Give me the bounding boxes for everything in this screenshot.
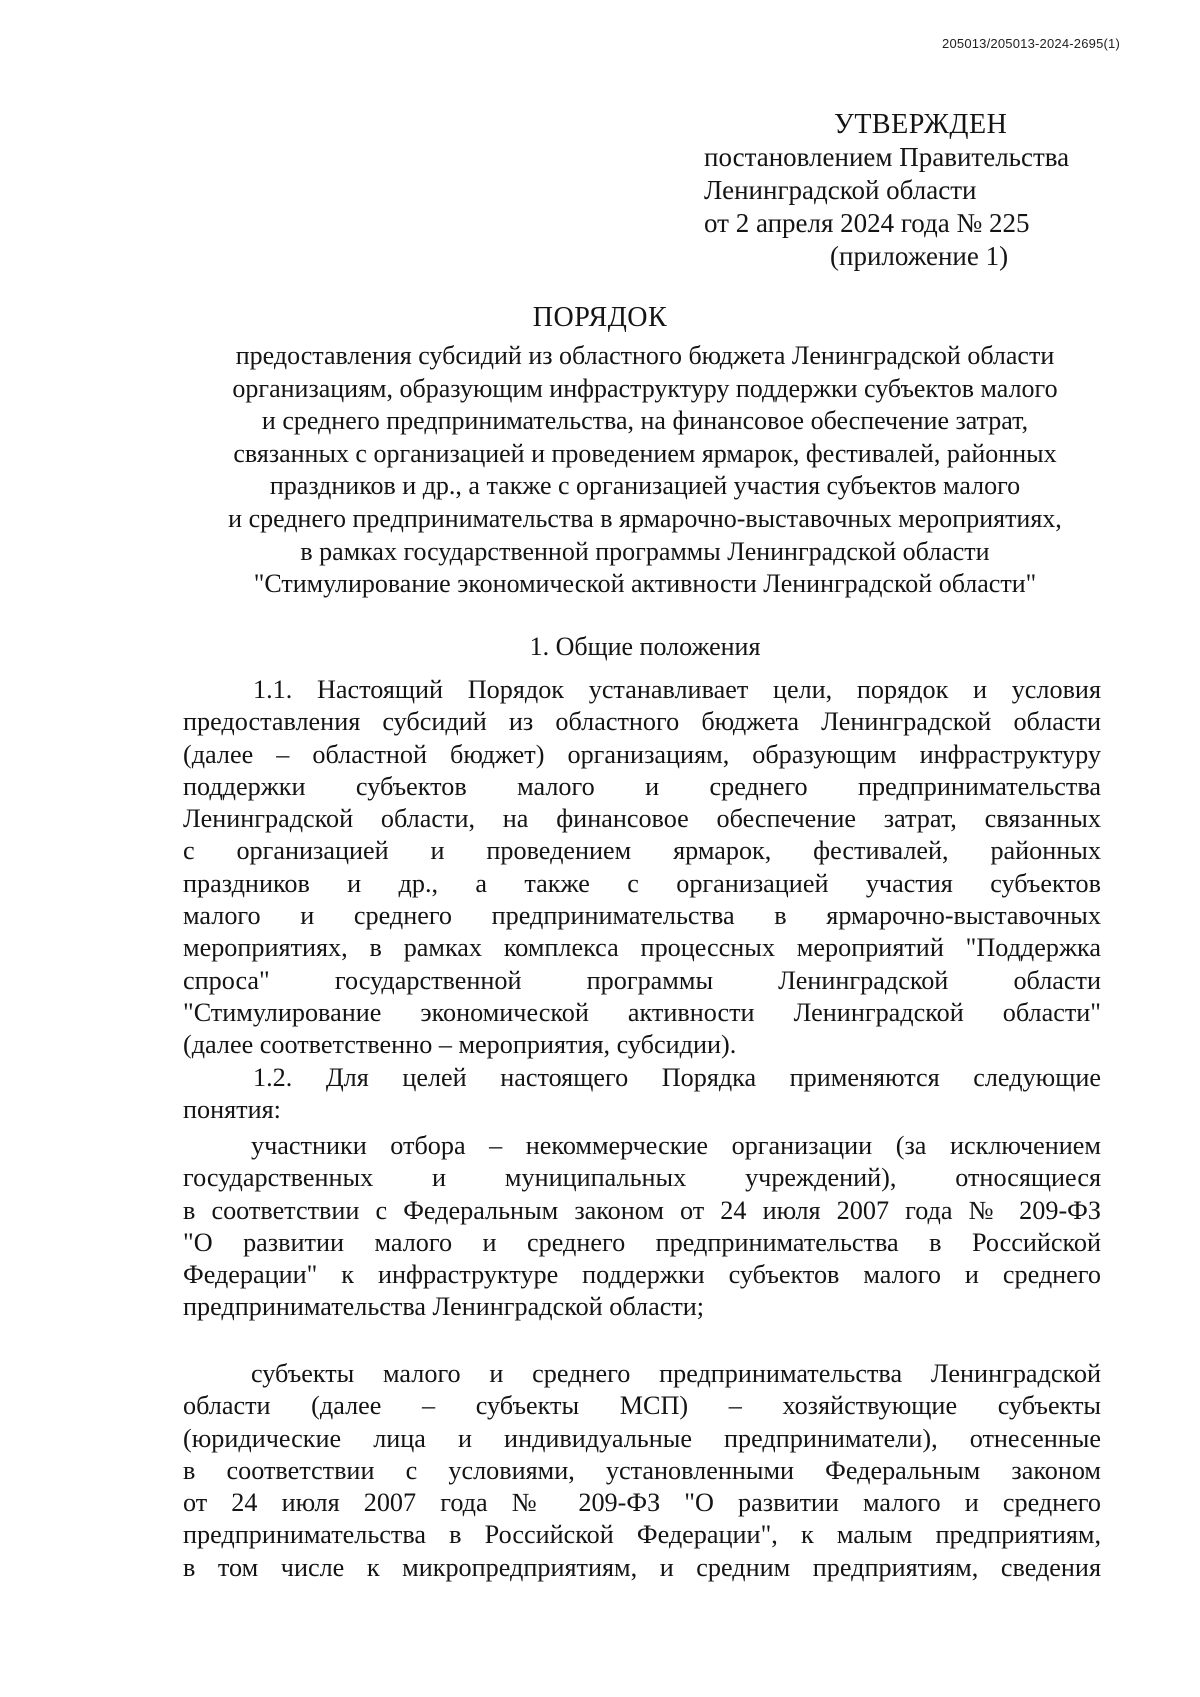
order-subtitle-line: в рамках государственной программы Ленинградской области: [300, 536, 990, 566]
paragraph-line: участники отбора – некоммерческие организации (за исключением: [251, 1131, 1101, 1160]
order-subtitle: [180, 340, 1110, 601]
approval-annex: (приложение 1): [830, 241, 1009, 271]
paragraph-line: мероприятиях, в рамках комплекса процессных мероприятий "Поддержка: [183, 933, 1101, 963]
paragraph-line: понятия:: [183, 1095, 281, 1125]
paragraph-line: (юридические лица и индивидуальные предприниматели), отнесенные: [183, 1423, 1101, 1453]
paragraph-line: Ленинградской области, на финансовое обеспечение затрат, связанных: [183, 804, 1101, 834]
paragraph-line: государственных и муниципальных учреждений), относящиеся: [183, 1163, 1101, 1193]
paragraph-line: предоставления субсидий из областного бюджета Ленинградской области: [183, 707, 1101, 737]
paragraph-line: 1.1. Настоящий Порядок устанавливает цели, порядок и условия: [253, 675, 1101, 704]
paragraph-1-2: [183, 1062, 1101, 1127]
approval-line-2: Ленинградской области: [704, 175, 977, 205]
paragraph-line: "О развитии малого и среднего предпринимательства в Российской: [183, 1227, 1101, 1257]
order-subtitle-line: связанных с организацией и проведением ярмарок, фестивалей, районных: [233, 438, 1057, 468]
paragraph-line: (далее – областной бюджет) организациям, образующим инфраструктуру: [183, 739, 1101, 769]
paragraph-line: Федерации" к инфраструктуре поддержки субъектов малого и среднего: [183, 1260, 1101, 1290]
paragraph-line: поддержки субъектов малого и среднего предпринимательства: [183, 771, 1101, 801]
order-subtitle-line: предоставления субсидий из областного бюджета Ленинградской области: [235, 341, 1055, 370]
approval-title: УТВЕРЖДЕН: [834, 109, 1008, 140]
order-title: ПОРЯДОК: [532, 302, 668, 333]
order-subtitle-line: и среднего предпринимательства, на финансовое обеспечение затрат,: [261, 406, 1029, 436]
paragraph-line: от 24 июля 2007 года № 209-ФЗ "О развитии малого и среднего: [183, 1488, 1101, 1518]
order-subtitle-line: организациям, образующим инфраструктуру поддержки субъектов малого: [232, 373, 1058, 403]
order-subtitle-line: и среднего предпринимательства в ярмарочно-выставочных мероприятиях,: [228, 503, 1062, 533]
paragraph-line: области (далее – субъекты МСП) – хозяйствующие субъекты: [183, 1391, 1101, 1421]
paragraph-line: в соответствии с Федеральным законом от 24 июля 2007 года № 209-ФЗ: [183, 1195, 1101, 1225]
definition-sme: [183, 1358, 1101, 1584]
paragraph-line: 1.2. Для целей настоящего Порядка применяются следующие: [253, 1063, 1101, 1092]
paragraph-line: "Стимулирование экономической активности Ленинградской области": [183, 997, 1101, 1027]
document-id: 205013/205013-2024-2695(1): [942, 36, 1120, 51]
definition-participants: [183, 1130, 1101, 1324]
approval-line-1: постановлением Правительства: [704, 142, 1070, 172]
paragraph-line: спроса" государственной программы Ленинградской области: [183, 965, 1101, 995]
order-subtitle-line: "Стимулирование экономической активности Ленинградской области": [253, 569, 1037, 599]
paragraph-1-1: [183, 674, 1101, 1062]
section-heading: 1. Общие положения: [529, 632, 761, 661]
paragraph-line: праздников и др., а также с организацией участия субъектов: [183, 868, 1101, 898]
order-subtitle-line: праздников и др., а также с организацией участия субъектов малого: [269, 471, 1021, 501]
paragraph-line: (далее соответственно – мероприятия, субсидии).: [183, 1030, 737, 1060]
paragraph-line: субъекты малого и среднего предпринимательства Ленинградской: [251, 1359, 1101, 1388]
paragraph-line: предпринимательства Ленинградской области;: [183, 1292, 705, 1322]
approval-line-3: от 2 апреля 2024 года № 225: [704, 208, 1030, 238]
approval-block: [704, 108, 1134, 273]
paragraph-line: предпринимательства в Российской Федерации", к малым предприятиям,: [183, 1520, 1101, 1550]
paragraph-line: в том числе к микропредприятиям, и средним предприятиям, сведения: [183, 1552, 1101, 1582]
paragraph-line: в соответствии с условиями, установленными Федеральным законом: [183, 1455, 1101, 1485]
paragraph-line: малого и среднего предпринимательства в ярмарочно-выставочных: [183, 901, 1101, 931]
paragraph-line: с организацией и проведением ярмарок, фестивалей, районных: [183, 836, 1101, 866]
